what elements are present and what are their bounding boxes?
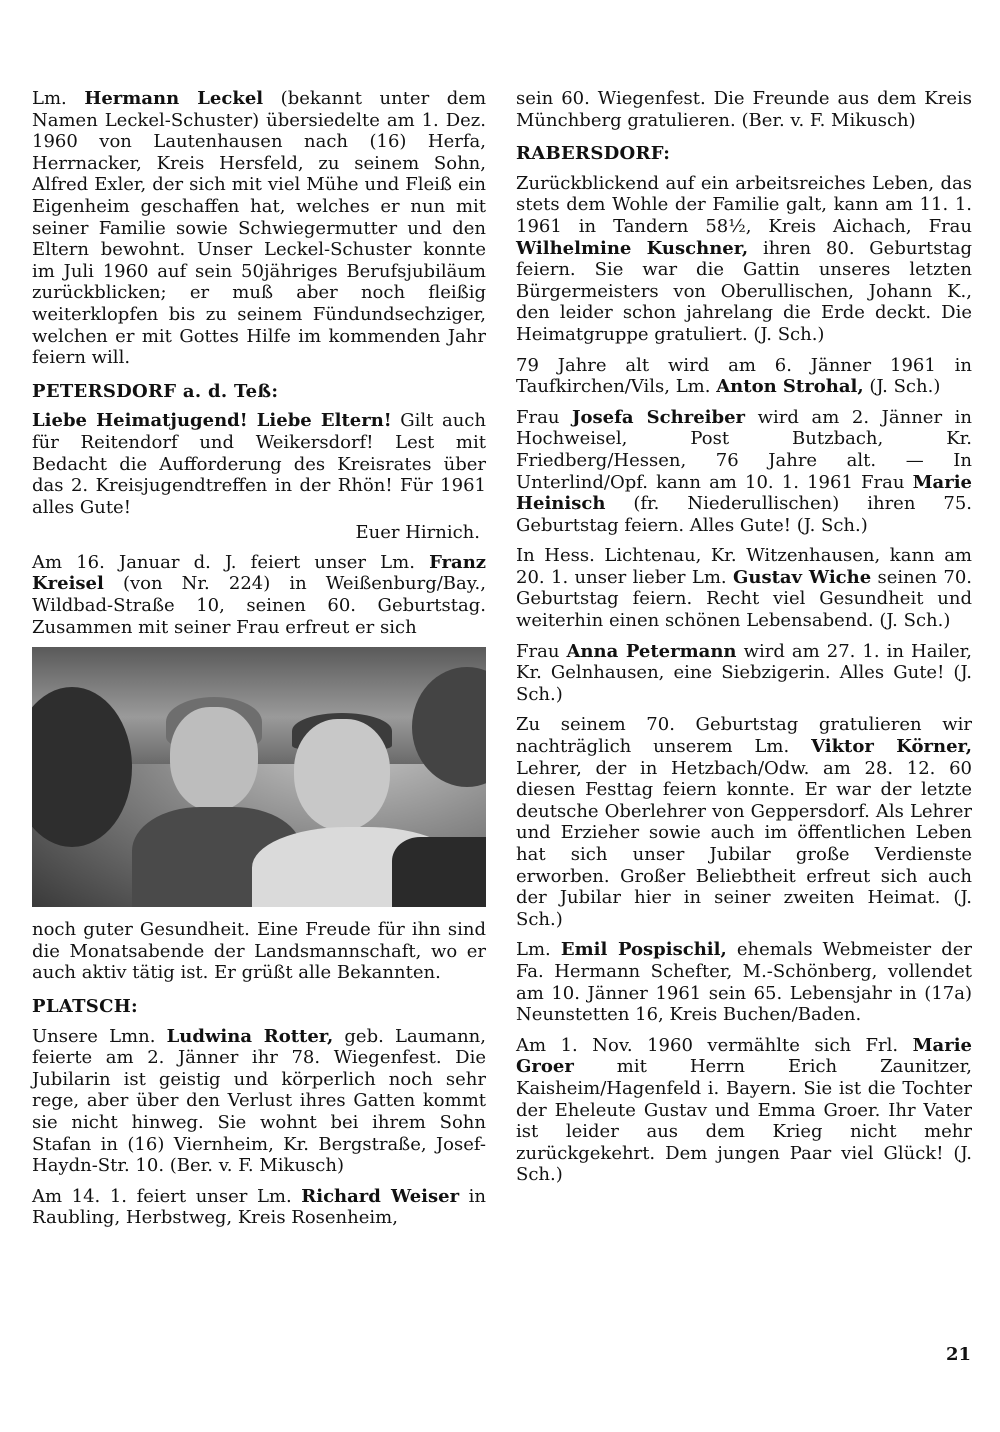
article-anton-strohal [516, 355, 972, 398]
text: Zurückblickend auf ein arbeitsreiches Leben, das stets dem Wohle der Familie galt, kann am 11. 1. 1961 in Tandern 58½, Kreis Aichach, Frau [516, 172, 972, 237]
left-column [32, 88, 486, 1238]
person-name: Anton Strohal, [716, 376, 864, 398]
couple-photo [32, 647, 486, 907]
text: (von Nr. 224) in Weißenburg/Bay., Wildbad-Straße 10, seinen 60. Geburtstag. Zusammen mit seiner Frau erfreut er sich [32, 573, 486, 638]
text: in Raubling, Herbstweg, Kreis Rosenheim, [32, 1185, 486, 1229]
text: Lm. [516, 939, 561, 961]
text: Gilt auch für Reitendorf und Weikersdorf! Lest mit Bedacht die Aufforderung des Kreisrates über das 2. Kreisjugendtreffen in der Rhön! Für 1961 alles Gute! [32, 410, 486, 518]
section-heading-platsch: PLATSCH: [32, 996, 138, 1018]
text: Am 16. Januar d. J. feiert unser Lm. [32, 551, 430, 573]
text: Frau [516, 406, 573, 428]
article-marie-groer [516, 1035, 972, 1186]
article-emil-pospischil [516, 939, 972, 1025]
person-name: Viktor Körner, [811, 736, 972, 758]
article-kreisel-continued: noch guter Gesundheit. Eine Freude für ihn sind die Monatsabende der Landsmannschaft, wo er auch aktiv tätig ist. Er grüßt alle Bekannten. [32, 919, 486, 984]
article-heimatjugend [32, 410, 486, 518]
person-name: Marie Groer [516, 1034, 972, 1078]
article-hermann-leckel [32, 88, 486, 369]
text: 79 Jahre alt wird am 6. Jänner 1961 in Taufkirchen/Vils, Lm. [516, 354, 972, 398]
article-anna-petermann [516, 641, 972, 706]
greeting: Liebe Heimatjugend! Liebe Eltern! [32, 410, 392, 432]
text: mit Herrn Erich Zaunitzer, Kaisheim/Hagenfeld i. Bayern. Sie ist die Tochter der Eheleute Gustav und Emma Groer. Ihr Vater ist leider aus dem Krieg nicht mehr zurückgekehrt. Dem jungen Paar viel Glück! (J. Sch.) [516, 1056, 972, 1186]
text: Zu seinem 70. Geburtstag gratulieren wir nachträglich unserem Lm. [516, 714, 972, 758]
text: Lehrer, der in Hetzbach/Odw. am 28. 12. 60 diesen Festtag feiern konnte. Er war der letzte deutsche Oberlehrer von Geppersdorf. Als Lehrer und Erzieher sowie auch im öffentlichen Leben hat sich unser Jubilar große Verdienste erworben. Großer Beliebtheit erfreut sich auch der Jubilar hier in seiner zweiten Heimat. (J. Sch.) [516, 757, 972, 930]
person-name: Josefa Schreiber [572, 406, 746, 428]
person-name: Wilhelmine Kuschner, [516, 237, 749, 259]
article-richard-weiser [32, 1186, 486, 1229]
text: ehemals Webmeister der Fa. Hermann Schefter, M.-Schönberg, vollendet am 10. Jänner 1961 sein 65. Lebensjahr in (17a) Neunstetten 16, Kreis Buchen/Baden. [516, 939, 972, 1026]
text: (fr. Niederullischen) ihren 75. Geburtstag feiern. Alles Gute! (J. Sch.) [516, 493, 972, 536]
page-number: 21 [946, 1344, 972, 1365]
text: Am 1. Nov. 1960 vermählte sich Frl. [516, 1034, 913, 1056]
person-name: Richard Weiser [301, 1185, 460, 1207]
person-name: Anna Petermann [566, 640, 737, 662]
text: Lm. [32, 88, 85, 109]
text: ihren 80. Geburtstag feiern. Sie war die Gattin unseres letzten Bürgermeisters von Oberullischen, Johann K., den leider schon jahrelang die Erde deckt. Die Heimatgruppe gratuliert. (J. Sch.) [516, 237, 973, 345]
article-ludwina-rotter [32, 1026, 486, 1177]
person-name: Ludwina Rotter, [166, 1025, 334, 1047]
text: geb. Laumann, feierte am 2. Jänner ihr 78. Wiegenfest. Die Jubilarin ist geistig und körperlich noch sehr rege, aber über den Verlust ihres Gatten kommt sie nicht hinweg. Sie wohnt bei ihrem Sohn Stafan in (16) Viernheim, Kr. Bergstraße, Josef-Haydn-Str. 10. (Ber. v. F. Mikusch) [32, 1025, 486, 1177]
person-name: Gustav Wiche [732, 566, 872, 588]
text: Frau [516, 640, 567, 662]
signature [32, 522, 486, 544]
article-josefa-schreiber [516, 407, 972, 537]
section-heading-petersdorf: PETERSDORF a. d. Teß: [32, 380, 279, 402]
text: wird am 27. 1. in Hailer, Kr. Gelnhausen, eine Siebzigerin. Alles Gute! (J. Sch.) [516, 640, 972, 705]
text: (bekannt unter dem Namen Leckel-Schuster) übersiedelte am 1. Dez. 1960 von Lautenhausen nach (16) Herfa, Herrnacker, Kreis Hersfeld, zu seinem Sohn, Alfred Exler, der sich mit viel Mühe und Fleiß ein Eigenheim geschaffen hat, welches er nun mit seiner Familie sowie Schwiegermutter und den Eltern bewohnt. Unser Leckel-Schuster konnte im Juli 1960 auf sein 50jähriges Berufsjubiläum zurückblicken; er muß aber noch fleißig weiterklopfen bis zu seinem Fündundsechziger, welchen er mit Gottes Hilfe im kommenden Jahr feiern will. [32, 88, 487, 369]
person-name: Hermann Leckel [84, 88, 264, 109]
article-wilhelmine-kuschner [516, 173, 972, 346]
text: In Hess. Lichtenau, Kr. Witzenhausen, kann am 20. 1. unser lieber Lm. [516, 545, 972, 588]
article-franz-kreisel [32, 552, 486, 638]
person-name: Emil Pospischil, [560, 939, 727, 961]
signature-text: Euer Hirnich. [355, 522, 480, 544]
person-name: Franz Kreisel [32, 551, 486, 595]
section-heading-rabersdorf: RABERSDORF: [516, 143, 671, 165]
article-viktor-koerner [516, 714, 972, 930]
article-gustav-wiche [516, 545, 972, 631]
text: (J. Sch.) [863, 376, 941, 398]
text: Unsere Lmn. [32, 1025, 167, 1047]
right-column [516, 88, 972, 1195]
article-weiser-continued: sein 60. Wiegenfest. Die Freunde aus dem Kreis Münchberg gratulieren. (Ber. v. F. Mikusch) [516, 88, 972, 131]
text: wird am 2. Jänner in Hochweisel, Post Butzbach, Kr. Friedberg/Hessen, 76 Jahre alt. — In Unterlind/Opf. kann am 10. 1. 1961 Frau [516, 406, 972, 493]
person-name: Marie Heinisch [516, 471, 972, 515]
text: seinen 70. Geburtstag feiern. Recht viel Gesundheit und weiterhin einen schönen Lebensabend. (J. Sch.) [516, 566, 972, 632]
text: Am 14. 1. feiert unser Lm. [32, 1185, 302, 1207]
